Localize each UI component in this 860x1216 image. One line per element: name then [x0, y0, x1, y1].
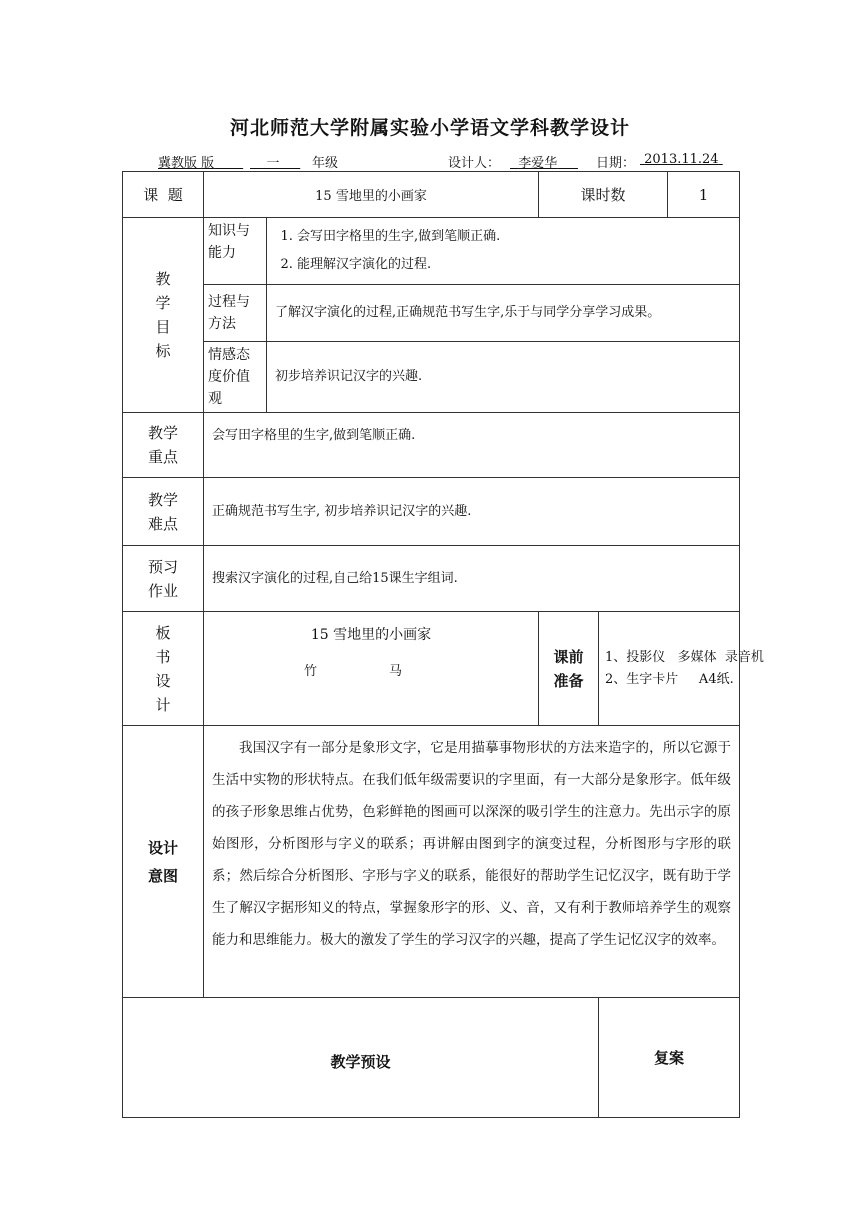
intent-value: 我国汉字有一部分是象形文字，它是用描摹事物形状的方法来造字的，所以它源于生活中实物的形状特点。在我们低年级需要识的字里面，有一大部分是象形字。低年级的孩子形象思维占优势，色彩鲜艳的图画可以深深的吸引学生的注意力。先出示字的原始图形，分析图形与字义的联系；再讲解由图到字的演变过程，分析图形与字形的联系；然后综合分析图形、字形与字义的联系，能很好的帮助学生记忆汉字，既有助于学生了解汉字据形知义的特点，掌握象形字的形、义、音，又有利于教师培养学生的观察能力和思维能力。极大的激发了学生的学习汉字的兴趣，提高了学生记忆汉字的效率。	[204, 726, 740, 998]
key-label: 教学重点	[123, 413, 204, 478]
knowledge-label: 知识与能力	[204, 218, 267, 285]
topic-value: 15 雪地里的小画家	[204, 172, 539, 218]
board-word-horse: 马	[389, 664, 403, 679]
difficult-value: 正确规范书写生字, 初步培养识记汉字的兴趣.	[204, 478, 740, 546]
knowledge-item: 1. 会写田字格里的生字,做到笔顺正确.	[297, 225, 731, 249]
key-value: 会写田字格里的生字,做到笔顺正确.	[204, 413, 740, 478]
lesson-plan-table	[122, 171, 764, 1118]
homework-label: 预习作业	[123, 546, 204, 612]
homework-value: 搜索汉字演化的过程,自己给15课生字组词.	[204, 546, 740, 612]
board-design	[204, 612, 539, 726]
date: 2013.11.24	[644, 152, 719, 167]
process-value: 了解汉字演化的过程,正确规范书写生字,乐于与同学分享学习成果。	[267, 285, 740, 342]
board-title: 15 雪地里的小画家	[310, 627, 432, 643]
difficult-label: 教学难点	[123, 478, 204, 546]
date-label: 日期：	[596, 156, 636, 171]
emotion-label: 情感态度价值观	[204, 342, 267, 413]
periods-label: 课时数	[539, 172, 668, 218]
process-label: 过程与方法	[204, 285, 267, 342]
edition: 冀教版 版	[158, 156, 215, 171]
grade-suffix: 年级	[312, 156, 339, 171]
review-label: 复案	[599, 998, 740, 1118]
board-word-bamboo: 竹	[304, 664, 318, 679]
goals-label: 教 学 目 标	[123, 218, 204, 413]
prep-label: 课前准备	[539, 612, 599, 726]
preset-label: 教学预设	[123, 998, 599, 1118]
designer: 李爱华	[518, 156, 558, 171]
document-title: 河北师范大学附属实验小学语文学科教学设计	[229, 117, 630, 139]
knowledge-item: 2. 能理解汉字演化的过程.	[297, 253, 731, 277]
intent-label: 设计意图	[123, 726, 204, 998]
knowledge-value	[267, 218, 740, 285]
designer-label: 设计人：	[448, 156, 501, 171]
emotion-value: 初步培养识记汉字的兴趣.	[267, 342, 740, 413]
board-label: 板 书 设 计	[123, 612, 204, 726]
grade: 一	[266, 156, 280, 171]
topic-label: 课 题	[123, 172, 204, 218]
prep-value: 1、投影仪 多媒体 录音机 2、生字卡片 A4纸.	[599, 612, 740, 726]
periods-value: 1	[668, 172, 740, 218]
